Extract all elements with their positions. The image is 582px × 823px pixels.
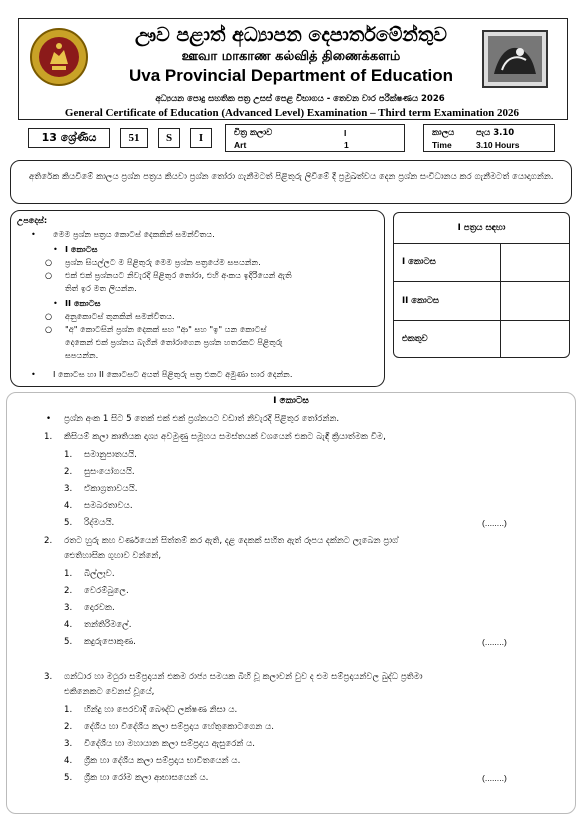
department-name-tamil: ஊவா மாகாண கல்வித் திணைக்களம் [181,49,401,64]
option-number: 3. [64,603,73,613]
time-label-en: Time [432,140,452,150]
marks-row-label: I කොටස [394,243,501,282]
instruction-line: "අ" කොටසින් ප්‍රශ්න දෙකක් සහ "ආ" සහ "ඉ" යන කොටස් [65,324,267,334]
option-number: 4. [64,620,73,630]
question-text: ගන්ධාර හා මථුරා සම්ප්‍රදායන් එකම රාජ්‍ය සමයක බිහි වූ කලාවන් වුව ද එම සම්ප්‍රදායන්වල බුද්ධ ප්‍රතිමා [64,672,423,682]
paper-number-si: I [344,128,347,138]
option-text: සමබරතාවය. [84,501,133,511]
option-text: හින්දු හා පෙරවාදී බෞද්ධ ලක්ෂණ නිසා ය. [84,705,238,715]
instructions-title: උපදෙස්: [17,215,48,225]
time-value-si: පැය 3.10 [476,128,515,138]
instruction-line: I කොටස හා II කොටසට අයත් පිළිතුරු පත්‍ර එකට අමුණා භාර දෙන්න. [53,369,293,379]
option-text: වෙරම්බුලෙ. [84,586,129,596]
option-text: සුසංයෝගයයි. [84,467,135,477]
answer-blank[interactable]: (........) [482,518,507,528]
marks-cell[interactable] [501,243,570,282]
subject-box [225,124,405,152]
option-number: 5. [64,518,73,528]
department-name-english: Uva Provincial Department of Education [128,66,453,85]
question-number: 3. [44,672,53,682]
option-number: 5. [64,637,73,647]
bullet-icon: • [53,298,58,308]
instruction-line: ප්‍රශ්න සියල්ලට ම පිළිතුරු මෙම ප්‍රශ්න පත්‍රයේම සපයන්න. [65,257,261,267]
question-text: රතට හුරු කහ වර්ණයෙන් සිත්තම් කර ඇති, දළ දෙකක් සහිත ඇත් රූපය දක්නට ලැබෙන ප්‍රාග් [64,536,399,546]
part1-title: I කොටස [273,396,309,406]
marks-table-title: I පත්‍රය සඳහා [394,213,569,243]
instruction-line: එක් එක් ප්‍රශ්නයට නිවැරදි පිළිතුර තෝරා, එහි අංකය ඉදිරියෙන් ඇති [65,270,292,280]
option-text: රිද්මයයි. [84,518,115,528]
reading-time-note [10,160,572,204]
question-text-cont: එකිනෙකට වෙනස් වූයේ, [64,687,155,697]
option-text: සමානුපාතයයි. [84,450,137,460]
option-number: 1. [64,450,73,460]
option-number: 3. [64,739,73,749]
part1-intro: ප්‍රශ්න අංක 1 සිට 5 තෙක් එක් එක් ප්‍රශ්නයට වඩාත් නිවැරදි පිළිතුර තෝරන්න. [64,414,340,424]
option-number: 2. [64,586,73,596]
medium-code-box: S [158,128,180,148]
option-number: 1. [64,569,73,579]
answer-blank[interactable]: (........) [482,637,507,647]
question-text-cont: ඓතිහාසික ගුහාව වන්නේ, [64,551,162,561]
marks-row-label: II කොටස [394,282,501,321]
paper-code-box: I [190,128,212,148]
option-number: 4. [64,501,73,511]
option-text: ග්‍රීක හා රෝම කලා ආභාසයෙන් ය. [84,773,209,783]
instruction-line: තිත් ඉර මත ලියන්න. [65,283,137,293]
option-text: විදේශීය හා මහායාන කලා සම්ප්‍රදාය ඇසුරෙන් ය. [84,739,256,749]
subject-sinhala: චිත්‍ර කලාව [234,128,273,138]
exam-title-english: General Certificate of Education (Advanced Level) Examination – Third term Examination 2026 [64,107,520,119]
time-box [423,124,555,152]
option-number: 4. [64,756,73,766]
grade-box: 13 ශ්‍රේණිය [28,128,110,148]
paper-number-en: 1 [344,140,349,150]
reading-time-text: අතිරේක කියවීමේ කාලය ප්‍රශ්න පත්‍රය කියවා ප්‍රශ්න තෝරා ගැනීමටත් පිළිතුරු ලිවීමේ දී ප්‍රමුඛත්වය දෙන ප්‍රශ්න සංවිධානය කර ගැනීමටත් යොදාගන්න. [29,172,554,182]
exam-title-sinhala: අධ්‍යයන පොදු සහතික පත්‍ර උසස් පෙළ විභාගය - තෙවන වාර පරීක්ෂණය 2026 [155,94,445,104]
option-text: දොරවක. [84,603,115,613]
option-number: 3. [64,484,73,494]
option-number: 1. [64,705,73,715]
department-name-sinhala: ඌව පළාත් අධ්‍යාපන දෙපාර්තමේන්තුව [135,24,447,46]
circle-bullet-icon: ○ [45,324,53,334]
bullet-icon: • [31,369,36,379]
option-text: ග්‍රීක හා දේශීය කලා සම්ප්‍රදාය භාවිතයෙන් ය. [84,756,241,766]
bullet-icon: • [31,229,36,239]
bullet-icon: • [53,244,58,254]
instruction-line: මෙම ප්‍රශ්න පත්‍රය කොටස් දෙකකින් සමන්විතය. [53,229,215,239]
question-text: කිසියම් කලා කෘතියක දෘශ්‍ය අවමුණු සමූහය සමස්තයක් වශයෙන් එකට බැඳී ක්‍රියාත්මක වීම, [64,432,386,442]
question-number: 1. [44,432,53,442]
marks-cell[interactable] [501,320,570,357]
bullet-icon: • [46,414,52,424]
option-number: 2. [64,722,73,732]
instructions-box [10,210,385,387]
marks-cell[interactable] [501,282,570,321]
instruction-part1-heading: I කොටස [65,244,98,254]
circle-bullet-icon: ○ [45,311,53,321]
option-number: 5. [64,773,73,783]
option-text: ඒකාග්‍රතාවයයි. [84,484,138,494]
answer-blank[interactable]: (........) [482,773,507,783]
instruction-line: සපයන්න. [65,350,99,360]
option-text: දේශීය හා විදේශීය කලා සම්ප්‍රදාය හේතුකොටගෙන ය. [84,722,274,732]
option-text: කදුරුපොකුණ. [84,637,136,647]
marks-row-label: එකතුව [394,320,501,357]
subject-english: Art [234,140,247,150]
option-text: බිල්ලෑව. [84,569,115,579]
time-label-si: කාලය [432,128,455,138]
circle-bullet-icon: ○ [45,257,53,267]
circle-bullet-icon: ○ [45,270,53,280]
option-number: 2. [64,467,73,477]
instruction-line: අනුකොටස් තුනකින් සමන්විතය. [65,311,175,321]
question-number: 2. [44,536,53,546]
instruction-line: දෙකෙන් එක් ප්‍රශ්නය බැගින් තෝරාගෙන ප්‍රශ්න හතරකට පිළිතුරු [65,337,283,347]
option-text: තන්තිරිමලේ. [84,620,132,630]
marks-table [393,212,570,358]
instruction-part2-heading: II කොටස [65,298,101,308]
time-value-en: 3.10 Hours [476,140,520,150]
subject-code-box: 51 [120,128,148,148]
